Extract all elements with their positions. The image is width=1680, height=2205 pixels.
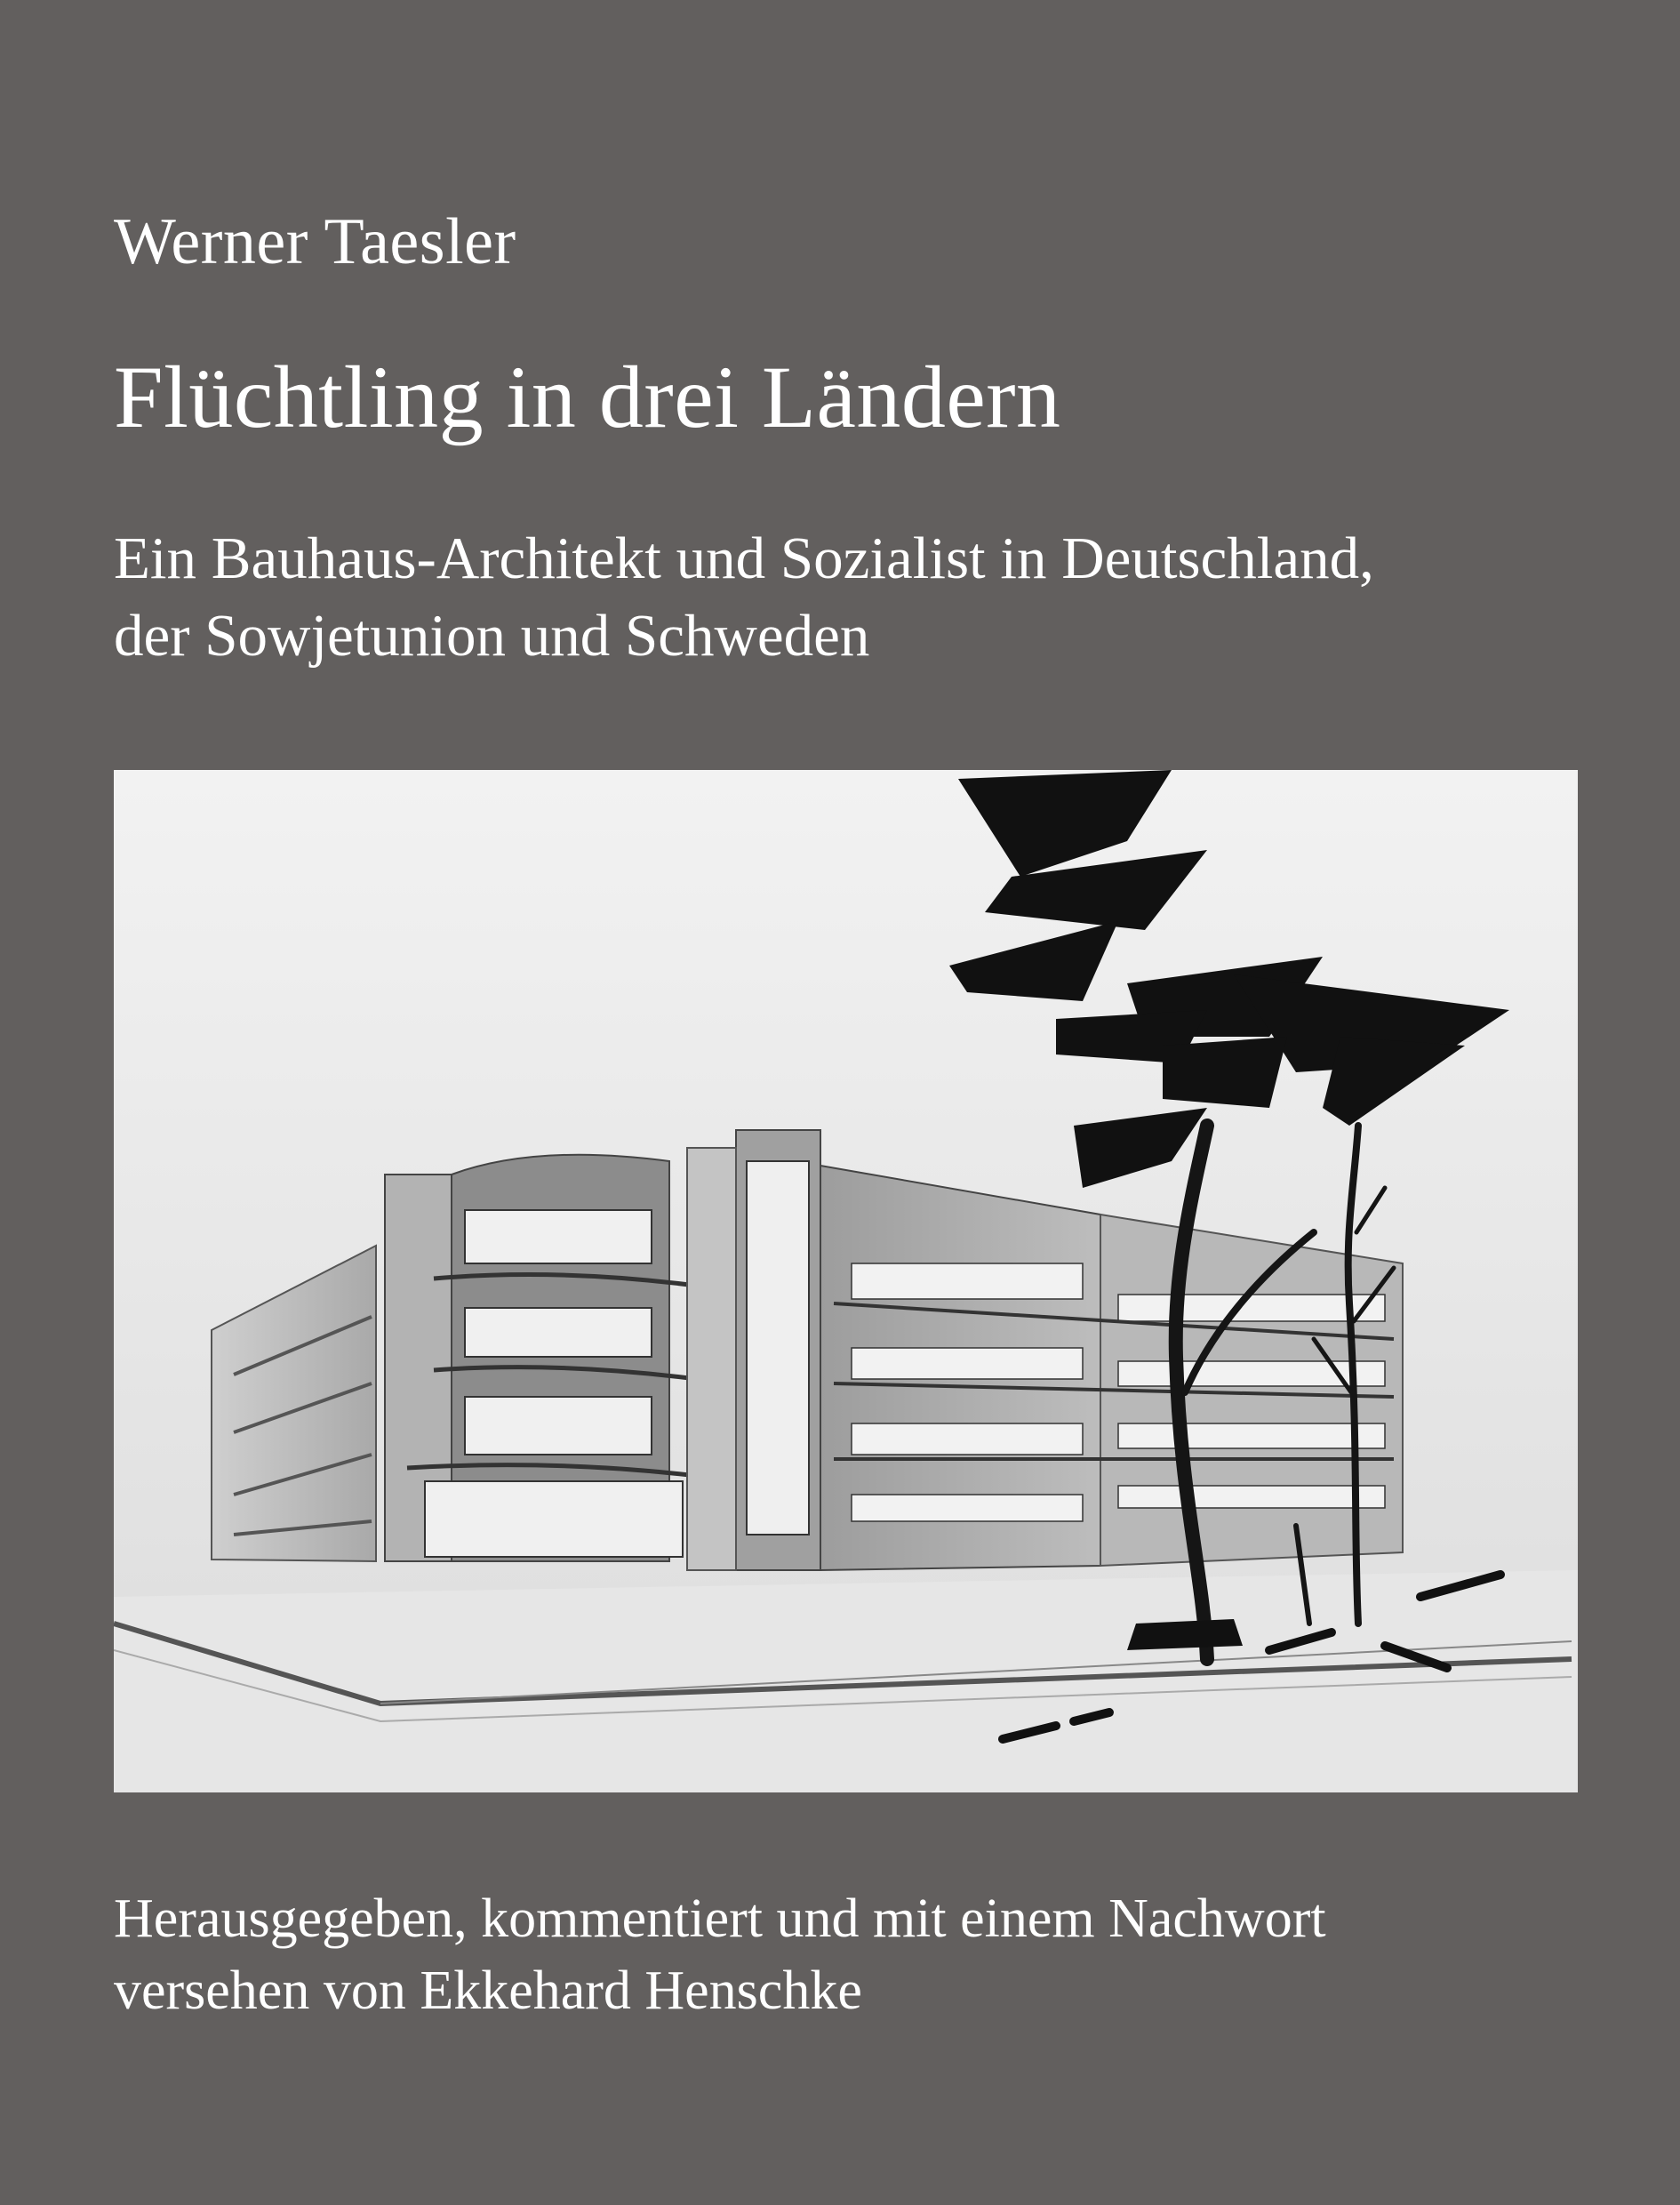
- subtitle-line-2: der Sowjetunion und Schweden: [114, 603, 870, 670]
- author-name: Werner Taesler: [114, 205, 516, 278]
- editor-credit-line-1: Herausgegeben, kommentiert und mit einem Nachwort: [114, 1888, 1326, 1949]
- cover-architectural-drawing: [114, 770, 1578, 1792]
- subtitle-line-1: Ein Bauhaus-Architekt und Sozialist in Deutschland,: [114, 525, 1374, 591]
- book-title: Flüchtling in drei Ländern: [114, 348, 1061, 446]
- editor-credit-line-2: versehen von Ekkehard Henschke: [114, 1960, 862, 2021]
- editor-credit: [114, 1883, 1607, 2026]
- architectural-drawing-icon: [114, 770, 1578, 1792]
- book-subtitle: [114, 520, 1607, 675]
